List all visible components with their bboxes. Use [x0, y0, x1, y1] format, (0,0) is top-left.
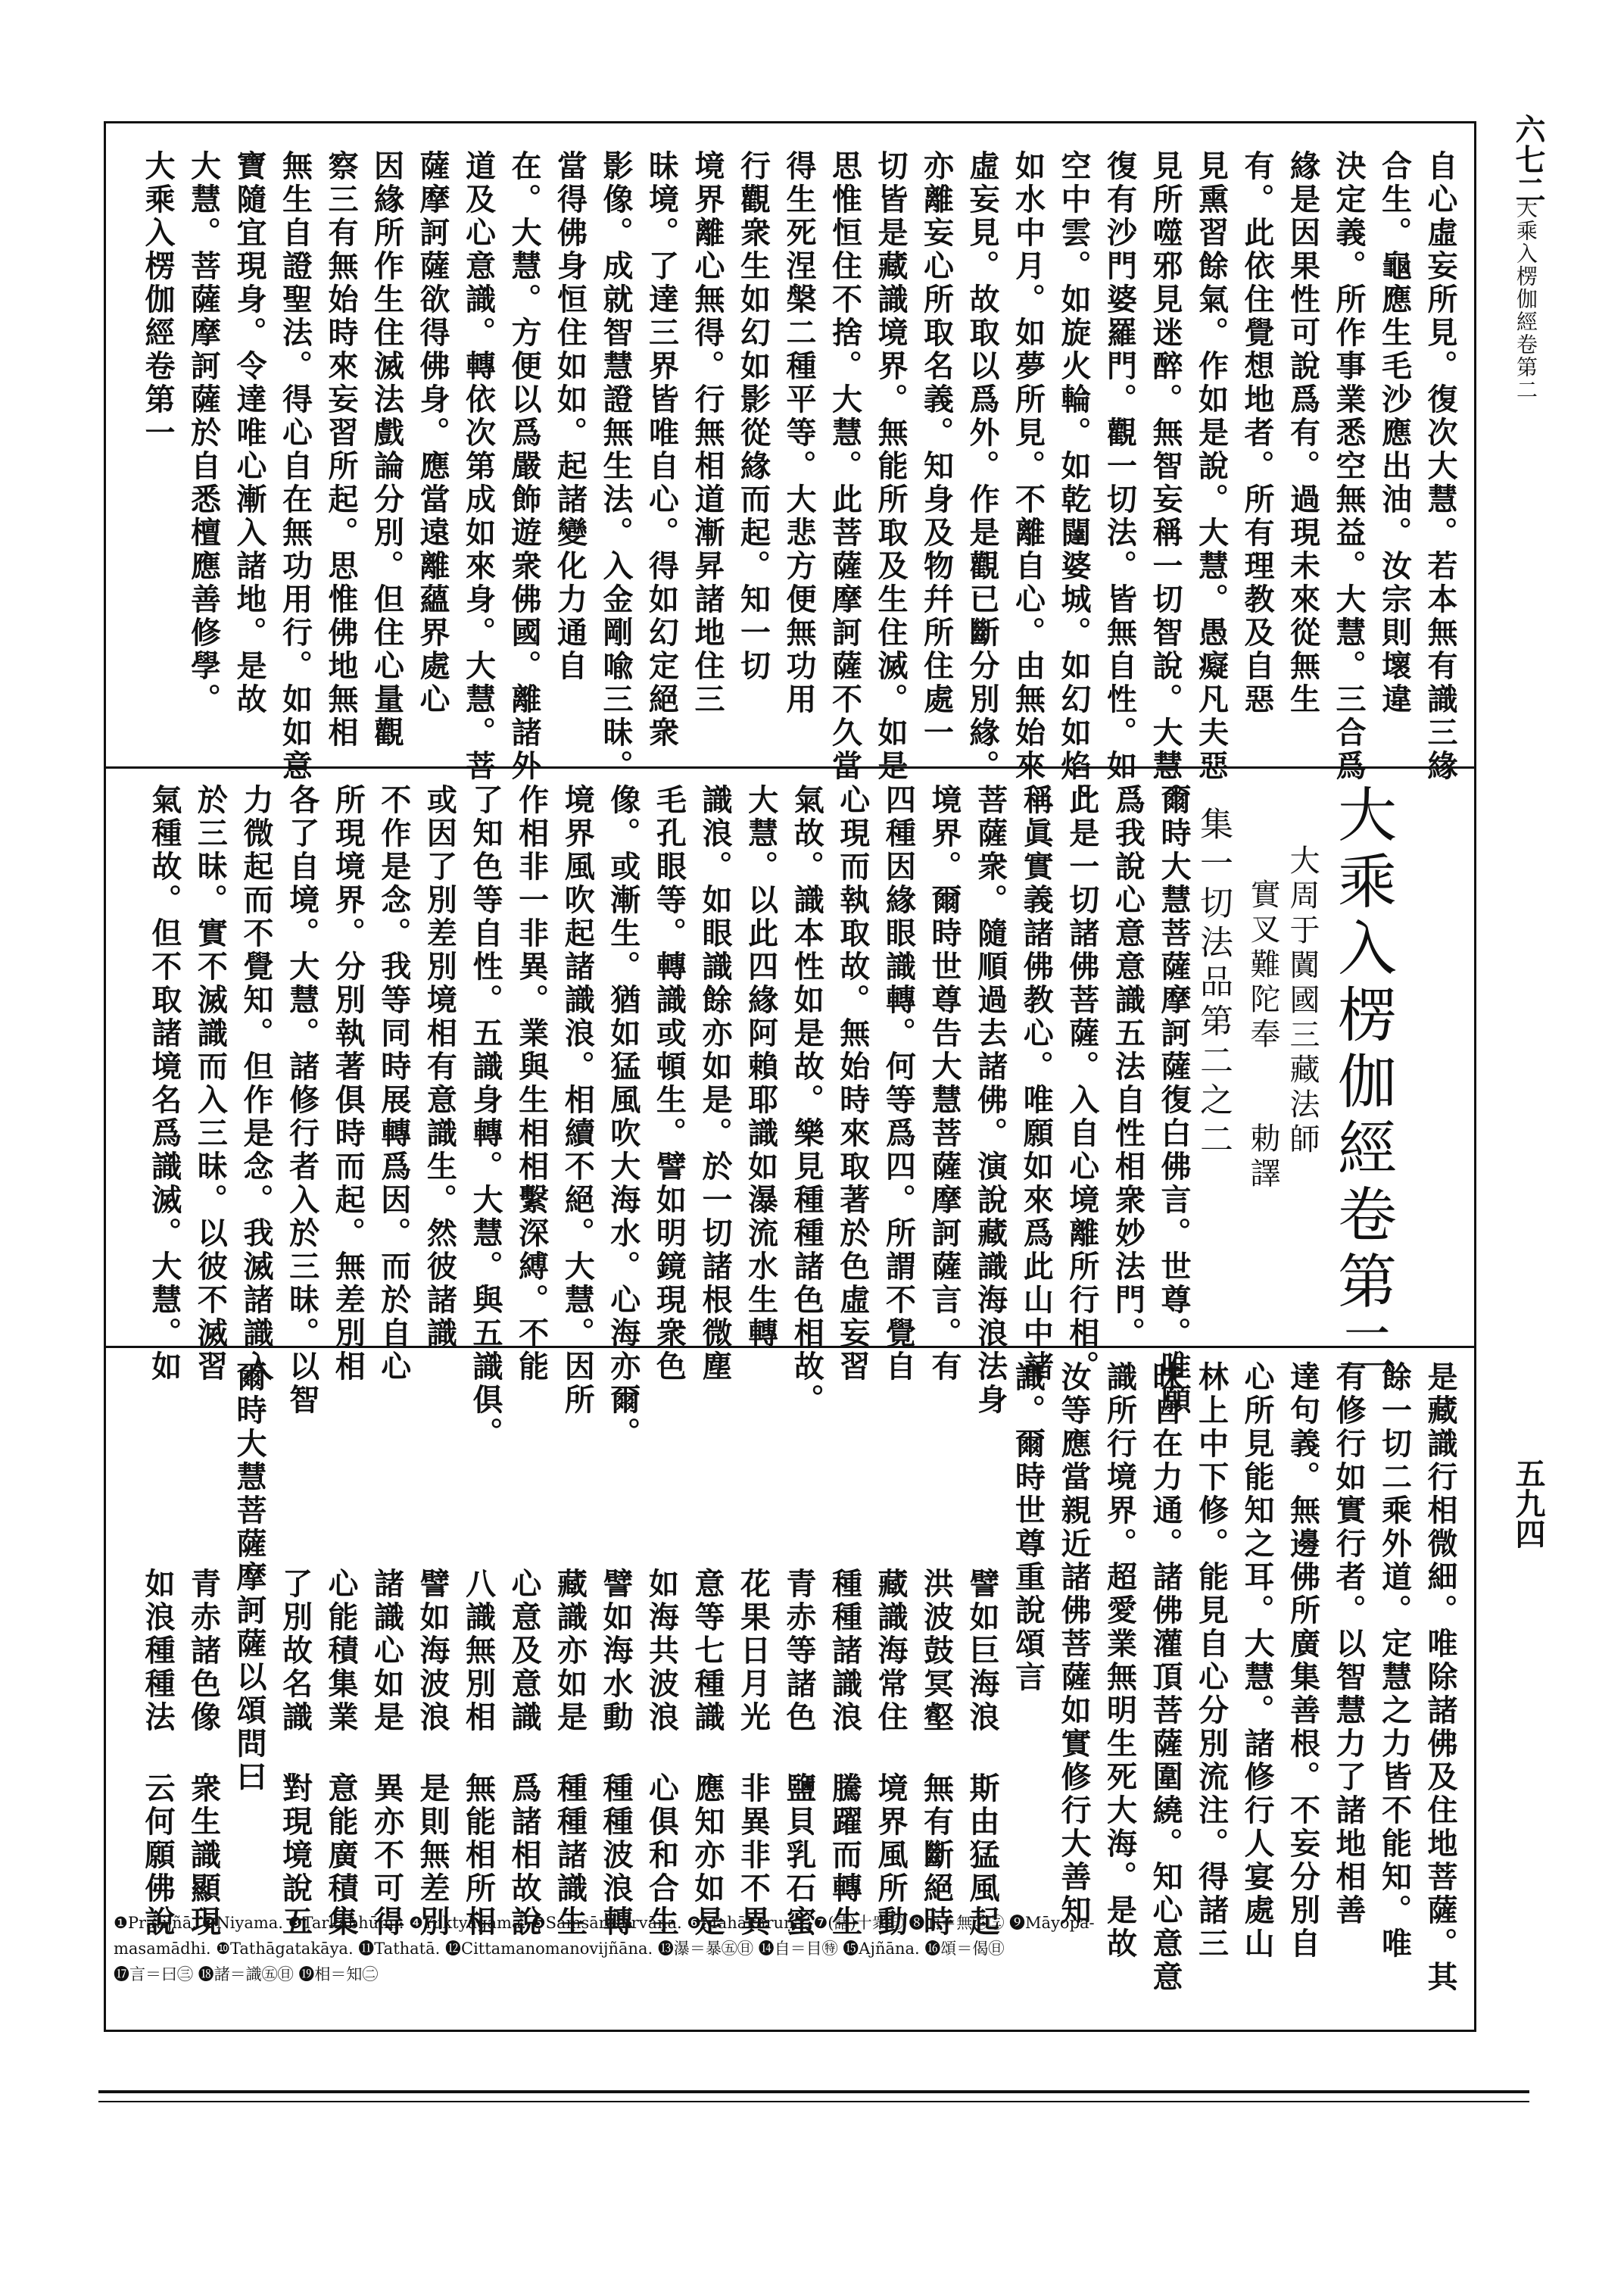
verse-line: 八識無別相 [460, 1568, 497, 1734]
verse-line: 異亦不可得 [369, 1772, 405, 1939]
verse-line: 譬如海波浪 [415, 1568, 450, 1734]
text-column: 四種因緣眼識轉。何等爲四。所謂不覺自 [881, 784, 917, 1384]
text-column: 菩薩衆。隨順過去諸佛。演說藏識海浪法身 [972, 784, 1008, 1417]
verse-line: 境界風所動 [873, 1772, 909, 1939]
text-column: 餘一切二乘外道。定慧之力皆不能知。唯 [1376, 1361, 1413, 1961]
text-column: 有。此依住覺想地者。所有理教及自惡 [1239, 150, 1275, 716]
bottom-rule-2 [98, 2101, 1529, 2102]
page-title: 大乘入楞伽經卷第二 [1328, 784, 1396, 1384]
verse-line: 花果日月光 [735, 1568, 771, 1734]
text-column: 毛孔眼等。轉識或頓生。譬如明鏡現衆色 [651, 784, 687, 1384]
text-column: 切皆是藏識境界。無能所取及生住滅。如是 [873, 150, 909, 783]
verse-line: 譬如巨海浪 [965, 1568, 1000, 1734]
text-column: 空中雲。如旋火輪。如乾闥婆城。如幻如焰。 [1056, 150, 1092, 816]
text-column: 汝等應當親近諸佛菩薩如實修行大善知 [1056, 1361, 1092, 1927]
verse-line: 譬如海水動 [598, 1568, 634, 1734]
verse-line: 青赤諸色像 [185, 1568, 222, 1734]
text-column: 察三有無始時來妄習所起。思惟佛地無相 [323, 150, 359, 750]
text-column: 識浪。如眼識餘亦如是。於一切諸根微塵 [697, 784, 733, 1384]
verse-line: 如浪種種法 [140, 1568, 176, 1734]
verse-line: 應知亦如是 [690, 1772, 725, 1939]
text-column: 所現境界。分別執著俱時而起。無差別相 [330, 784, 366, 1384]
text-column: 心所見能知之耳。大慧。諸修行人宴處山 [1239, 1361, 1275, 1961]
footnote-line: masamādhi. ❿Tathāgatakāya. ⓫Tathatā. ⓬Cittamanomanovijñāna. ⓭瀑＝暴㊄㊐ ⓮自＝目㊕ ⓯Ajñāna. ⓰頌＝偈㊐ [114, 1940, 1005, 1958]
footnote-line: ❶Pratijñā. ❷Niyama. ❸Tarkabhūmi. ❹Yuktyāgama. ❺Saṃsāranirvāṇa. ❻Mahākaruṇā. ❼(諸)十衆㊐ ❽而＝無㊁㊂ ❾Māyopa- [114, 1914, 1095, 1932]
text-column: 識所行境界。超愛業無明生死大海。是故 [1102, 1361, 1138, 1961]
verse-line: 對現境說五 [277, 1772, 313, 1939]
verse-line: 衆生識顯現 [185, 1772, 222, 1939]
text-column: 寶隨宜現身。令達唯心漸入諸地。是故 [232, 150, 267, 716]
text-column: 薩摩訶薩欲得佛身。應當遠離蘊界處心 [415, 150, 450, 716]
text-column: 心現而執取故。無始時來取著於色虛妄習 [834, 784, 871, 1384]
text-column: 氣故。識本性如是故。樂見種種諸色相故。 [789, 784, 825, 1417]
chapter-title: 集一切法品第二之二 [1194, 807, 1233, 1161]
page-number-left: 六七二 [1510, 114, 1546, 204]
text-column: 境界風吹起諸識浪。相續不絕。大慧。因所 [560, 784, 596, 1417]
verse-line: 心能積集業 [323, 1568, 359, 1734]
volume-end-title: 大乘入楞伽經卷第一 [140, 150, 176, 450]
verse-line: 心意及意識 [507, 1568, 542, 1734]
verse-line: 無有斷絕時 [918, 1772, 955, 1939]
text-column: 大慧。以此四緣阿賴耶識如瀑流水生轉 [743, 784, 779, 1350]
text-column: 亦離妄心所取名義。知身及物幷所住處一 [918, 150, 955, 750]
verse-line: 種種波浪轉 [598, 1772, 634, 1939]
verse-line: 心俱和合生 [644, 1772, 680, 1939]
text-column: 大慧。菩薩摩訶薩於自悉檀應善修學。 [185, 150, 222, 716]
text-column: 當得佛身恒住如如。起諸變化力通自 [552, 150, 588, 683]
verse-line: 騰躍而轉生 [827, 1772, 863, 1939]
text-column: 合生。龜應生毛沙應出油。汝宗則壞違 [1376, 150, 1413, 716]
text-column: 影像。成就智慧證無生法。入金剛喩三昧。 [598, 150, 634, 783]
bottom-rule-1 [98, 2090, 1529, 2093]
verse-line: 如海共波浪 [644, 1568, 680, 1734]
text-column: 復有沙門婆羅門。觀一切法。皆無自性。如 [1102, 150, 1138, 783]
text-column: 各了自境。大慧。諸修行者入於三昧。以智 [284, 784, 320, 1417]
running-title: 大乘入楞伽經卷第二 [1513, 197, 1538, 401]
text-column: 緣是因果性可說爲有。過現未來從無生 [1285, 150, 1321, 716]
text-column: 見熏習餘氣。作如是說。大慧。愚癡凡夫惡 [1193, 150, 1230, 783]
verse-line: 了別故名識 [277, 1568, 313, 1734]
verse-line: 是則無差別 [415, 1772, 450, 1939]
text-column: 無生自證聖法。得心自在無功用行。如如意 [277, 150, 313, 783]
text-column: 得生死涅槃二種平等。大悲方便無功用 [781, 150, 817, 716]
text-column: 爾時大慧菩薩摩訶薩以頌問曰 [232, 1361, 267, 1794]
verse-line: 鹽貝乳石蜜 [781, 1772, 817, 1939]
translator-name: 實叉難陀奉 勅譯 [1245, 879, 1280, 1192]
verse-line: 意等七種識 [690, 1568, 725, 1734]
text-column: 決定義。所作事業悉空無益。大慧。三合爲 [1331, 150, 1367, 783]
verse-line: 種種諸識浪 [827, 1568, 863, 1734]
text-column: 境界。爾時世尊告大慧菩薩摩訶薩言。有 [927, 784, 962, 1384]
text-column: 像。或漸生。猶如猛風吹大海水。心海亦爾。 [605, 784, 641, 1450]
text-column: 達句義。無邊佛所廣集善根。不妄分別自 [1285, 1361, 1321, 1961]
text-column: 昧自在力通。諸佛灌頂菩薩圍繞。知心意意 [1148, 1361, 1183, 1994]
text-column: 力微起而不覺知。但作是念。我滅諸識入 [238, 784, 274, 1384]
text-column: 作相非一非異。業與生相相繫深縛。不能 [513, 784, 550, 1384]
verse-line: 藏識亦如是 [552, 1568, 588, 1734]
text-column: 此是一切諸佛菩薩。入自心境離所行相。 [1064, 784, 1100, 1384]
text-column: 因緣所作生住滅法戲論分別。但住心量觀 [369, 150, 405, 750]
text-column: 有修行如實行者。以智慧力了諸地相善 [1331, 1361, 1367, 1927]
text-column: 如水中月。如夢所見。不離自心。由無始來 [1010, 150, 1046, 783]
text-column: 境界離心無得。行無相道漸昇諸地住三 [690, 150, 725, 716]
text-column: 不作是念。我等同時展轉爲因。而於自心 [376, 784, 412, 1384]
text-column: 爾時大慧菩薩摩訶薩復白佛言。世尊。唯願 [1156, 784, 1192, 1417]
verse-line: 意能廣積集 [323, 1772, 359, 1939]
verse-line: 諸識心如是 [369, 1568, 405, 1734]
text-column: 道及心意識。轉依次第成如來身。大慧。菩 [460, 150, 497, 783]
verse-line: 洪波鼓冥壑 [918, 1568, 955, 1734]
text-column: 虛妄見。故取以爲外。作是觀已斷分別緣。 [965, 150, 1000, 783]
footnote-line: ⓱言＝曰㊂ ⓲諸＝識㊄㊐ ⓳相＝知㊁ [114, 1965, 379, 1983]
verse-line: 種種諸識生 [552, 1772, 588, 1939]
verse-line: 云何願佛說 [140, 1772, 176, 1939]
text-column: 見所噬邪見迷醉。無智妄稱一切智說。大慧。 [1148, 150, 1183, 816]
text-column: 識。爾時世尊重說頌言 [1010, 1361, 1046, 1694]
verse-line: 青赤等諸色 [781, 1568, 817, 1734]
verse-line: 藏識海常住 [873, 1568, 909, 1734]
translator-line: 大周于闐國三藏法師 [1285, 844, 1320, 1158]
text-column: 思惟恒住不捨。大慧。此菩薩摩訶薩不久當 [827, 150, 863, 783]
verse-line: 無能相所相 [460, 1772, 497, 1939]
text-column: 爲我說心意意識五法自性相衆妙法門。 [1110, 784, 1146, 1350]
verse-line: 爲諸相故說 [507, 1772, 542, 1939]
text-column: 是藏識行相微細。唯除諸佛及住地菩薩。其 [1423, 1361, 1458, 1994]
text-column: 或因了別差別境相有意識生。然彼諸識 [422, 784, 458, 1350]
page-number-right: 五九四 [1510, 1458, 1546, 1549]
verse-line: 斯由猛風起 [965, 1772, 1000, 1939]
text-column: 了知色等自性。五識身轉。大慧。與五識俱。 [468, 784, 503, 1450]
text-column: 氣種故。但不取諸境名爲識滅。大慧。如 [146, 784, 182, 1384]
text-column: 林上中下修。能見自心分別流注。得諸三 [1193, 1361, 1230, 1961]
text-column: 於三昧。實不滅識而入三昧。以彼不滅習 [192, 784, 229, 1384]
text-column: 昧境。了達三界皆唯自心。得如幻定絕衆 [644, 150, 680, 750]
text-column: 稱眞實義諸佛教心。唯願如來爲此山中諸 [1018, 784, 1055, 1384]
verse-line: 非異非不異 [735, 1772, 771, 1939]
text-column: 自心虛妄所見。復次大慧。若本無有識三緣 [1423, 150, 1458, 783]
text-column: 行觀衆生如幻如影從緣而起。知一切 [735, 150, 771, 683]
text-column: 在。大慧。方便以爲嚴飾遊衆佛國。離諸外 [507, 150, 542, 783]
